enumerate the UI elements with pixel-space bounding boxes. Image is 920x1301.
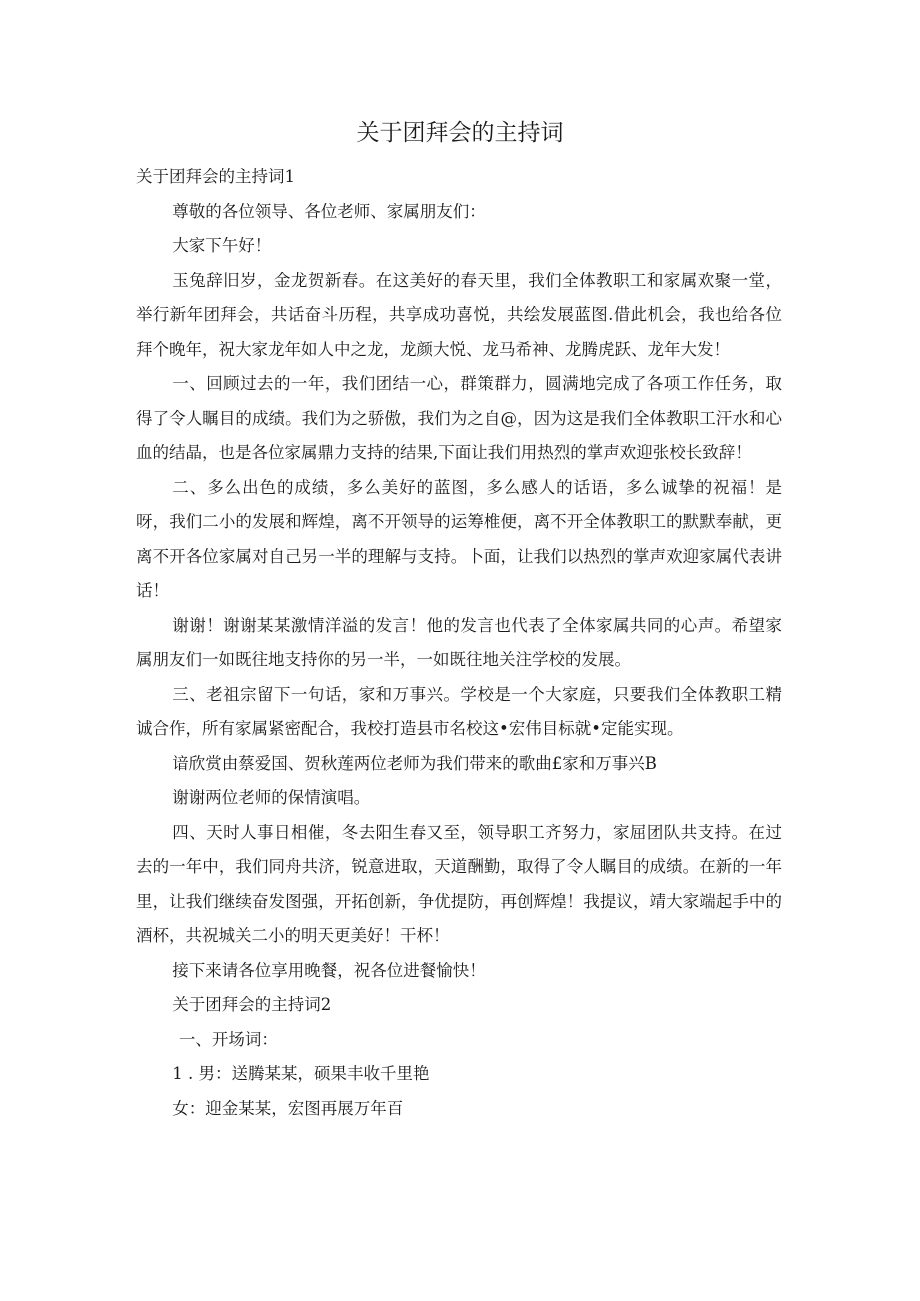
salutation: 尊敬的各位领导、各位老师、家属朋友们： (172, 201, 486, 221)
line-male-1: 1 . 男：送腾某某，硕果丰收千里艳 (172, 1064, 430, 1083)
paragraph-opening: 玉兔辞旧岁，金龙贺新春。在这美好的春天里，我们全体教职工和家属欢聚一堂，举行新年团拜会，共话奋斗历程，共享成功喜悦，共绘发展蓝图.借此机会，我也给各位拜个晚年，祝大家龙年如人中之龙，龙颜大悦、龙马希神、龙腾虎跃、龙年大发！ (136, 270, 782, 359)
paragraph-dinner: 接下来请各位享用晚餐，祝各位进餐愉快！ (172, 960, 486, 980)
document-title: 关于团拜会的主持词 (356, 120, 564, 146)
section-heading-2: 关于团拜会的主持词2 (172, 995, 332, 1014)
paragraph-part-two: 二、多么出色的成绩，多么美好的蓝图，多么感人的话语，多么诚挚的祝福！是呀，我们二小的发展和辉煌，离不开领导的运筹椎便，离不开全体教职工的默默奉献，更离不开各位家属对自己另一半的理解与支持。卜面，让我们以热烈的掌声欢迎家属代表讲话！ (136, 477, 782, 600)
paragraph-thanks: 谢谢！谢谢某某激情洋溢的发言！他的发言也代表了全体家属共同的心声。希望家属朋友们一如既往地支持你的另一半，一如既往地关注学校的发展。 (136, 615, 782, 669)
paragraph-song-thanks: 谢谢两位老师的保情演唱。 (172, 788, 371, 807)
paragraph-part-three: 三、老祖宗留下一句话，家和万事兴。学校是一个大家庭，只要我们全体教职工精诚合作，所有家属紧密配合，我校打造县市名校这•宏伟目标就•定能实现。 (136, 684, 782, 738)
greeting: 大家下午好！ (172, 236, 272, 255)
section-heading-1: 关于团拜会的主持词1 (136, 167, 295, 186)
line-female-1: 女：迎金某某，宏图再展万年百 (172, 1098, 404, 1118)
paragraph-song-intro: 谙欣赏由蔡爱国、贺秋莲两位老师为我们带来的歌曲£家和万事兴B (172, 753, 657, 773)
paragraph-part-one: 一、回顾过去的一年，我们团结一心，群策群力，圆满地完成了各项工作任务，取得了令人瞩目的成绩。我们为之骄傲，我们为之自@，因为这是我们全体教职工汗水和心血的结晶，也是各位家属鼎力支持的结果,下面让我们用热烈的掌声欢迎张校长致辞！ (136, 374, 782, 462)
paragraph-part-four: 四、天时人事日相催，冬去阳生春又至，领导职工齐努力，家屈团队共支持。在过去的一年中，我们同舟共济，锐意进取，天道酬勤，取得了令人瞩目的成绩。在新的一年里，让我们继续奋发图强，开拓创新，争优提防，再创辉煌！我提议，靖大家端起手中的酒杯，共祝城关二小的明天更美好！干杯！ (136, 822, 782, 945)
opening-words-heading: 一、开场词： (178, 1029, 278, 1049)
document-body (136, 160, 782, 1126)
